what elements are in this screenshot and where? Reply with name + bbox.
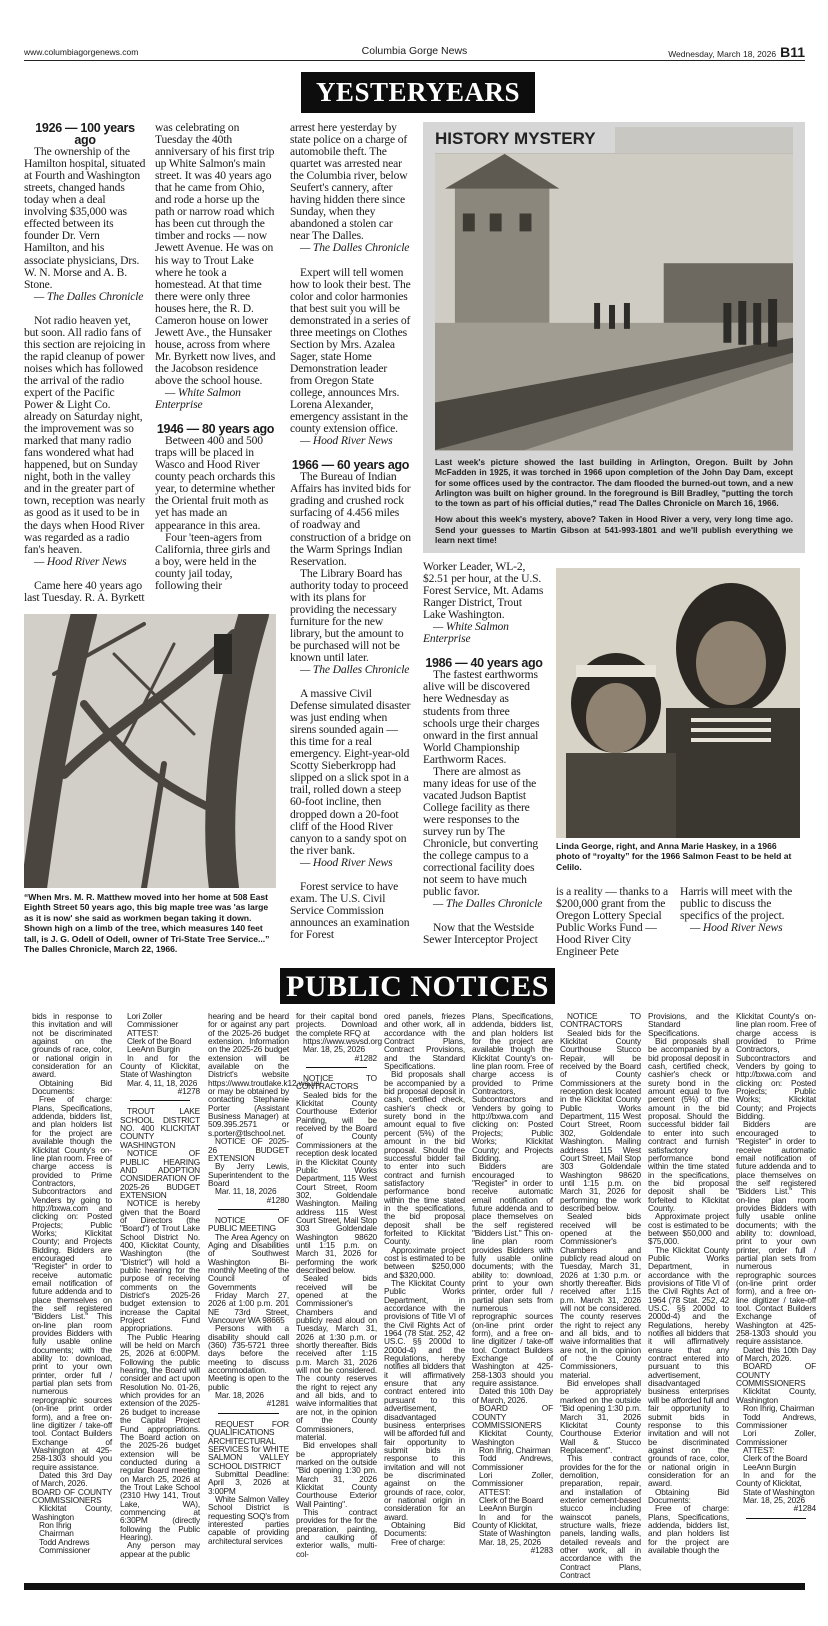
paragraph: Four 'teen-agers from California, three girls and a boy, were held in the county jail today, following their [155,530,271,592]
notice-column-5 [384,1012,465,1546]
notice-paragraph-continued: ored panels, friezes and other work, all in accordance with the Contract Plans, Contract Provisions, and the Standard Specifications. [384,1011,465,1072]
notice-paragraph: REQUEST FOR QUALIFICATIONS ARCHITECTURAL SERVICES for WHITE SALMON VALLEY SCHOOL DISTRICT [208,1418,289,1471]
maple-tree-caption: “When Mrs. M. R. Matthew moved into her home at 508 East Eighth Street 50 years ago, this big maple tree was 'as large as it is now' she said as workmen began taking it down. Shown high on a limb of the tree, which measures 140 feet tall, is J. G. Odell of Odell, owner of Tri-State Tree Service...” The Dalles Chronicle, March 22, 1966. [24,892,270,955]
notice-column-1 [32,1012,112,1554]
paragraph-continued: was celebrating on Tuesday the 40th anniversary of his first trip up White Salmon's main street. It was 40 years ago that he came from Ohio, and rode a horse up the path or narrow road which has been cut through the timber and rocks — now Jewett Avenue. He was on his way to Trout Lake where he took a homestead. At that time there were only three houses here, the R. D. Cameron house on lower Jewett Ave., the Hunsaker house, across from where Mr. Byrkett now lives, and the Jacobson residence above the school house. [155,121,276,387]
notice-paragraph: Todd Andrews, Commissioner [472,1453,553,1472]
notice-notice-line: State of Washington [743,1486,815,1497]
notice-divider [218,1413,279,1414]
source-credit: — White Salmon Enterprise [423,620,509,646]
website-url: www.columbiagorgenews.com [24,47,139,57]
notice-notice-line: ATTEST: [743,1444,775,1455]
notice-paragraph: NOTICE TO CONTRACTORS [296,1073,377,1092]
page-header [24,44,805,61]
notice-notice-line: LeeAnn Burgin [743,1461,796,1472]
notice-paragraph: NOTICE is hereby given that the Board of Directors (the "Board") of Trout Lake School District No. 400, Klickitat County, Washington (the "District") will hold a public hearing for the purpose of receiving comments on the District's 2025-26 budget extension to increase the Capital Project Fund appropriations. [120,1198,200,1334]
notice-paragraph: Free of charge: Plans, Specifications, addenda, bidders list, and plan holders list for the project are available though the [648,1503,729,1555]
notice-paragraph: Sealed bids for the Klickitat County Courthouse Exterior Painting, will be received by the Board of County Commissioners at the reception desk located in the Klickitat County Public Works Department, 115 West Court Street, Room 302, Goldendale Washington. Mailing address 115 West Court Street, Mail Stop 303 Goldendale Washington 98620 until 1:15 p.m. on March 31, 2026 for performing the work described below. [296,1089,377,1275]
notice-paragraph: Sealed bids for the Klickitat County Courthouse Stucco Repair, will be received by the Board of County Commissioners at the reception desk located in the Klickitat County Public Works Department, 115 West Court Street, Room 302, Goldendale Washington. Mailing address 115 West Court Street, Mail Stop 303 Goldendale Washington 98620 until 1:15 p.m. on March 31, 2026 for performing the work described below. [560,1027,641,1213]
notice-paragraph: BOARD OF COUNTY COMMISSIONERS [472,1403,553,1430]
notice-paragraph: Todd Andrews, Commissioner [736,1411,816,1430]
section-year-heading: 1946 — 80 years ago [156,422,275,437]
notice-paragraph: Any person may appear at the public [120,1540,200,1559]
paragraph-continued: arrest here yesterday by state police on a charge of automobile theft. The quartet was arrested near the Columbia river, below Seufert's cannery, after having hidden there since Sunday, when they abandoned a stolen car near The Dalles. [290,121,408,243]
arlington-photo-illustration [435,153,793,451]
arlington-photo-top [615,127,793,153]
yesteryears-column-6 [680,886,800,946]
notice-paragraph: Obtaining Bid Documents: [384,1519,465,1539]
notice-paragraph: Bid envelopes shall be appropriately marked on the outside "Bid opening 1:30 pm. March 31, 2026 Klickitat County Courthouse Exterior Wall Painting". [296,1440,377,1509]
notice-notice-reference-number: #1281 [266,1398,289,1409]
yesteryears-column-3 [290,122,411,941]
yesteryears-column-5 [556,886,668,958]
notice-notice-line: Commissioner [39,1545,91,1555]
notice-notice-line: Clerk of the Board [743,1453,808,1464]
paragraph: A massive Civil Defense simulated disaster was just ending when sirens sounded again — this time for a real emergency. Eight-year-old Scotty Sieberkropp had slipped on a slick spot in a trail, rolled down a steep 60-foot incline, then dropped down a 20-foot cliff of the Hood River canyon to a sandy spot on the river bank. [290,687,411,857]
notice-paragraph: Friday March 27, 2026 at 1:00 p.m. 201 NE 73rd Street, Vancouver WA 98665 [208,1290,289,1326]
newspaper-name: Columbia Gorge News [361,45,468,57]
notice-column-4 [296,1011,382,1559]
source-credit: — The Dalles Chronicle [300,241,410,255]
notice-paragraph: TROUT LAKE SCHOOL DISTRICT NO. 400 KLICKITAT COUNTY WASHINGTON [120,1106,200,1150]
yesteryears-column-4 [423,561,545,946]
notice-paragraph: Bid proposals shall be accompanied by a bid proposal deposit in cash, certified check, cashier's check or surety bond in the amount equal to five percent (5%) of the amount in the bid proposal. Should the successful bidder fail to enter into such contract and furnish satisfactory performance bond within the time stated in the specifications, the bid proposal deposit shall be forfeited to Klickitat County. [648,1036,729,1213]
source-credit: — Hood River News [300,855,393,869]
paragraph: Forest service to have exam. The U.S. Civil Service Commission announces an examination for Forest [290,879,410,941]
notice-notice-line: Todd Andrews [39,1536,90,1547]
paragraph-continued: is a reality — thanks to a $200,000 grant from the Oregon Lottery Special Public Works Fund — Hood River City Engineer Pete [556,885,669,959]
source-credit: — The Dalles Chronicle [433,897,543,911]
paragraph: Came here 40 years ago last Tuesday. R. A. Byrkett [24,578,145,604]
notice-paragraph: Obtaining Bid Documents: [32,1077,112,1097]
public-notices-banner: PUBLIC NOTICES [280,968,555,1004]
notice-divider [746,1518,806,1519]
notice-paragraph: In and for the County of Klickitat, State of Washington [120,1052,200,1080]
notice-column-6 [472,1012,553,1554]
notice-paragraph: Dated this 10th Day of March, 2026. [472,1386,553,1405]
maple-tree-photo [24,614,276,888]
notice-paragraph: Submittal Deadline: April 3, 2026 at 3:00PM [208,1468,289,1496]
notice-paragraph: NOTICE OF PUBLIC HEARING AND ADOPTION CONSIDERATION OF 2025-26 BUDGET EXTENSION [120,1148,200,1200]
notice-notice-line: Ron Ihrig, Chairman [743,1403,815,1414]
notice-paragraph: Klickitat County, Washington [472,1428,553,1447]
notice-paragraph: Approximate project cost is estimated to be between $50,000 and $75,000. [648,1211,729,1247]
notice-notice-line: LeeAnn Burgin [127,1044,180,1055]
paragraph-continued: Harris will meet with the public to discuss the specifics of the project. [680,885,793,923]
royalty-photo-illustration [556,568,800,838]
notice-paragraph: Free of charge: [391,1536,446,1547]
page-number: B11 [780,44,805,60]
paragraph: Now that the Westside Sewer Interceptor Project [423,921,538,947]
notice-paragraph: Obtaining Bid Documents: [648,1486,729,1505]
notice-notice-reference-number: #1282 [354,1052,377,1063]
notice-paragraph: Dated this 10th Day of March, 2026. [736,1344,816,1364]
yesteryears-column-2 [155,122,276,592]
notice-paragraph: Bid envelopes shall be appropriately marked on the outside "Bid opening 1:30 p.m. March 31, 2026 Klickitat County Courthouse Exterior Wall & Stucco Replacement". [560,1378,641,1455]
notice-paragraph: Dated this 3rd Day of March, 2026. [32,1469,112,1489]
notice-notice-line: Clerk of the Board [127,1036,192,1047]
royalty-caption: Linda George, right, and Anna Marie Haskey, in a 1966 photo of “royalty” for the 1966 Salmon Feast to be held at Celilo. [556,841,792,872]
notice-notice-reference-number: #1283 [530,1545,553,1555]
notice-paragraph-continued: Provisions, and the Standard Specifications. [648,1011,729,1038]
maple-tree-illustration [24,614,276,888]
notice-paragraph-continued: hearing and be heard for or against any part of the 2025-26 budget extension. Information on the 2025-26 budget extension will be available on the District's website https://www.troutlake.k12.wa.us/ or may be obtained by contacting Stephanie Porter (Assistant Business Manager) at 509.395.2571 or s.porter@tlschool.net. [208,1011,322,1138]
notice-paragraph: Klickitat County, Washington [32,1503,112,1522]
paragraph: The fastest earthworms alive will be discovered here Wednesday as students from three schools urge their charges onward in the first annual World Championship Earthworm Races. [423,668,540,766]
notice-paragraph: Lori Zoller, Commissioner [736,1428,816,1447]
notice-paragraph-continued: for their capital bond projects. Download the complete RFQ at [296,1011,377,1038]
notice-notice-line: Mar. 18, 2026 [215,1390,264,1401]
notice-paragraph: Bidders are encouraged to "Register" in order to receive automatic email notification of future addenda and to place themselves on the self registered "Bidders List." This on-line plan room provides Bidders with fully usable online documents; with the ability to: download, print to your own printer, order full / partial plan sets from numerous reprographic sources (on-line print order form), and a free on-line digitizer / take-off tool. Contact Builders Exchange of Washington at 425-258-1303 should you require assistance. [736,1119,816,1347]
source-credit: — Hood River News [300,434,393,448]
notice-paragraph-continued: Plans, Specifications, addenda, bidders list, and plan holders list for the project are available though the Klickitat County's on-line plan room. Free of charge access is provided to Prime Contractors, Subcontractors and Venders by going to http://bxwa.com and clicking on: Posted Projects; Public Works; Klickitat County; and Projects Bidding. [472,1011,553,1163]
notice-notice-line: Ron Ihrig, Chairman [479,1444,551,1455]
source-credit: — White Salmon Enterprise [155,386,241,412]
notice-notice-line: Mar. 4, 11, 18, 2026 [127,1077,198,1088]
notice-paragraph: In and for the County of Klickitat, [472,1511,553,1530]
notice-paragraph: BOARD OF COUNTY COMMISSIONERS [736,1361,816,1389]
notice-paragraph: Lori Zoller, Commissioner [472,1469,553,1489]
notice-column-7 [560,1012,641,1579]
notice-notice-reference-number: #1280 [266,1194,289,1205]
notice-notice-line: Mar. 18, 25, 2026 [479,1536,542,1547]
notice-paragraph: This contract provides for the for the preparation, painting, and caulking of exterior walls, multi-col- [296,1506,377,1559]
notice-paragraph: The Public Hearing will be held on March 25, 2026 at 6:00PM. Following the public hearing, the Board will consider and act upon Resolution No. 01-26, which provides for an extension of the 2025-26 budget to increase the Capital Project Fund appropriations. The Board action on the 2025-26 budget extension will be conducted during a regular Board meeting on March 25, 2026 at the Trout Lake School (2310 Hwy 141, Trout Lake, WA), commencing at 6:30PM (directly following the Public Hearing). [120,1331,200,1542]
section-year-heading: 1926 — 100 years ago [35,121,135,148]
notice-notice-line: State of Washington [479,1528,551,1539]
notice-paragraph: Sealed bids received will be opened at the Commissioner's Chambers and publicly read aloud on Tuesday, March 31, 2026 at 1:30 p.m. or shortly thereafter. Bids received after 1:15 p.m. March 31, 2026 will not be considered. The county reserves the right to reject any and all bids, and to waive informalities that are not, in the opinion of the County Commissioners, material. [296,1273,377,1442]
paragraph: There are almost as many ideas for use of the vacated Judson Baptist College facility as there were responses to the survey run by The Chronicle, but converting the college campus to a correctional facility does not seem to have much public favor. [423,764,539,899]
salmon-feast-royalty-photo [556,568,800,838]
date-text: Wednesday, March 18, 2026 [668,49,777,59]
notice-notice-line: Ron Ihrig [39,1519,72,1530]
notice-paragraph: NOTICE OF 2025-26 BUDGET EXTENSION [208,1136,289,1163]
paragraph: Between 400 and 500 traps will be placed in Wasco and Hood River county peach orchards this year, to determine whether the Oriental fruit moth as yet has made an appearance in this area. [155,434,276,532]
notice-notice-reference-number: #1278 [177,1086,200,1097]
notice-column-8 [648,1012,729,1554]
notice-paragraph: White Salmon Valley School District is requesting SOQ's from interested parties capable of providing architectural services [208,1493,289,1546]
notice-paragraph: NOTICE TO CONTRACTORS [560,1011,641,1030]
source-credit: — The Dalles Chronicle [34,289,144,303]
section-year-heading: 1966 — 60 years ago [291,458,410,473]
history-mystery-prompt: How about this week's mystery, above? Taken in Hood River a very, very long time ago. Send your guesses to Martin Gibson at 541-993-1801 and we'll publish everything we learn next time! [435,514,793,546]
notice-paragraph: Sealed bids received will be opened at the Commissioner's Chambers and publicly read aloud on Tuesday, March 31, 2026 at 1:30 p.m. or shortly thereafter. Bids received after 1:15 p.m. March 31, 2026 will not be considered. The county reserves the right to reject any and all bids, and to waive informalities that are not, in the opinion of the County Commissioners, material. [560,1211,641,1380]
notice-paragraph: The Area Agency on Aging and Disabilities of Southwest Washington Bi-monthly Meeting of the Council of Governments [208,1231,289,1292]
notice-notice-line: Mar. 11, 18, 2026 [215,1186,277,1197]
notice-notice-line: ATTEST: [479,1486,511,1497]
paragraph: Expert will tell women how to look their best. The color and color harmonies that best suit you will be demonstrated in a series of three meetings on Clothes Section by Mrs. Azalea Sager, state Home Demonstration leader from Oregon State college, announces Mrs. Lorena Alexander, emergency assistant in the county extension office. [290,265,411,436]
paragraph-continued: Worker Leader, WL-2, $2.51 per hour, at the U.S. Forest Service, Mt. Adams Ranger District, Trout Lake Washington. [423,560,544,622]
arlington-photo [435,153,793,451]
notice-notice-line: Mar. 18, 25, 2026 [743,1494,806,1505]
notice-column-3 [208,1011,322,1546]
notice-paragraph: https://www.wsvsd.org [303,1036,382,1047]
notice-paragraph: This contract provides for the for the demolition, preparation, repair, and installation of exterior cement-based stucco including wainscot panels, structure walls, frieze panels, landing walls, detailed reveals and other work, all in accordance with the Contract Plans, Contract [560,1453,641,1581]
notice-notice-line: ATTEST: [127,1027,159,1038]
source-credit: — Hood River News [690,921,783,935]
notice-notice-line: LeeAnn Burgin [479,1503,532,1514]
notice-notice-line: Lori Zoller [127,1011,163,1021]
notice-column-2 [120,1012,200,1558]
notice-notice-line: Chairman [39,1528,74,1539]
paragraph: Not radio heaven yet, but soon. All radio fans of this section are rejoicing in the rapid cleanup of power noises which has followed the arrival of the radio expert of the Pacific Power & Light Co. already on Saturday night, the improvement was so marked that many radio fans wondered what had happened, but on Sunday night, both in the valley and in the greater part of town, reception was nearly as good as it used to be in the days when Hood River was regarded as a radio fan's heaven. [24,313,146,556]
yesteryears-column-1 [24,122,146,604]
notice-paragraph: By Jerry Lewis, Superintendent to the Board [208,1161,289,1188]
yesteryears-banner: YESTERYEARS [301,72,535,113]
notice-divider [130,1100,190,1101]
notice-paragraph-continued: Klickitat County's on-line plan room. Free of charge access is provided to Prime Contractors, Subcontractors and Venders by going to http://bxwa.com and clicking on: Posted Projects; Public Works; Klickitat County; and Projects Bidding. [736,1011,816,1122]
source-credit: — Hood River News [34,554,127,568]
notice-divider [306,1067,367,1068]
notice-paragraph: Bid proposals shall be accompanied by a bid proposal deposit in cash, certified check, cashier's check or surety bond in the amount equal to five percent (5%) of the amount in the bid proposal. Should the successful bidder fail to enter into such contract and furnish satisfactory performance bond within the time stated in the specifications, the bid proposal deposit shall be forfeited to Klickitat County. [384,1069,465,1247]
history-mystery-caption: Last week's picture showed the last building in Arlington, Oregon. Built by John McFadden in 1925, it was torched in 1966 upon completion of the John Day Dam, except for some offices used by the contractor. The dam flooded the burned-out town, and a new Arlington was built on higher ground. In the foreground is Bill Bradley, "putting the torch to the town as part of his official duties," read The Dalles Chronicle on March 16, 1966. [435,457,793,509]
paragraph: The ownership of the Hamilton hospital, situated at Fourth and Washington streets, changed hands today when a deal involving $35,000 was effected between its founder Dr. Vern Hamilton, and his associate physicians, Drs. W. N. Morse and A. B. Stone. [24,145,146,291]
notice-notice-reference-number: #1284 [793,1503,816,1514]
paragraph: The Library Board has authority today to proceed with its plans for providing the necessary furniture for the new library, but the amount to be purchased will not be known until later. [290,566,409,664]
notice-divider [218,1209,279,1210]
history-mystery-header [435,127,793,153]
issue-date [668,44,805,60]
notice-paragraph: The Klickitat County Public Works Department, in accordance with the provisions of Title VI of the Civil Rights Act of 1964 (78 Stat. 252, 42 US.C. §§ 2000d to 2000d-4) and the Regulations, hereby notifies all bidders that it will affirmatively ensure that any contract entered into pursuant to this advertisement, disadvantaged business enterprises will be afforded full and fair opportunity to submit bids in response to this invitation and will not be discriminated against on the grounds of race, color, or national origin in consideration for an award. [648,1244,729,1489]
notice-paragraph: Bidders are encouraged to "Register" in order to receive automatic email notification of future addenda and to place themselves on the self registered "Bidders List." This on-line plan room provides Bidders with fully usable online documents; with the ability to: download, print to your own printer, order full / partial plan sets from numerous reprographic sources (on-line print order form), and a free on-line digitizer / take-off tool. Contact Builders Exchange of Washington at 425-258-1303 should you require assistance. [472,1161,553,1389]
history-mystery-title: HISTORY MYSTERY [435,129,596,148]
notice-paragraph: In and for the County of Klickitat, [736,1469,816,1489]
notice-notice-line: Clerk of the Board [479,1494,544,1505]
notice-paragraph: Klickitat County, Washington [736,1386,816,1405]
section-year-heading: 1986 — 40 years ago [425,656,543,671]
paragraph: The Bureau of Indian Affairs has invited bids for grading and crushed rock surfacing of 4.456 miles of roadway and construction of a bridge on the Warm Springs Indian Reservation. [290,470,411,568]
history-mystery-box [423,122,805,553]
bottom-rule [24,1583,805,1590]
notice-column-9 [736,1012,816,1525]
notice-notice-line: Mar. 18, 25, 2026 [303,1044,366,1055]
notice-paragraph: Free of charge: Plans, Specifications, addenda, bidders list, and plan holders list for the project are available though the Klickitat County's on-line plan room. Free of charge access is provided to Prime Contractors, Subcontractors and Venders by going to http://bxwa.com and clicking on: Posted Projects; Public Works; Klickitat County; and Projects Bidding. Bidders are encouraged to "Register" in order to receive automatic email notification of future addenda and to place themselves on the self registered "Bidders List." This on-line plan room provides Bidders with fully usable online documents; with the ability to: download, print to your own printer, order full / partial plan sets from numerous reprographic sources (on-line print order form), and a free on-line digitizer / take-off tool. Contact Builders Exchange of Washington at 425-258-1303 should you require assistance. [32,1094,112,1472]
notice-paragraph: Approximate project cost is estimated to be between $250,000 and $320,000. [384,1244,465,1280]
public-notices-body [24,1011,816,1581]
notice-paragraph: Persons with a disability should call (360) 735-5721 three days before the meeting to discuss accommodation. Meeting is open to the public [208,1323,289,1392]
notice-paragraph-continued: bids in response to this invitation and will not be discriminated against on the grounds of race, color, or national origin in consideration for an award. [32,1011,112,1080]
notice-notice-line: Commissioner [127,1019,179,1030]
notice-paragraph: NOTICE OF PUBLIC MEETING [208,1214,289,1234]
notice-paragraph: The Klickitat County Public Works Department, in accordance with the provisions of Title VI of the Civil Rights Act of 1964 (78 Stat. 252, 42 US.C. §§ 2000d to 2000d-4) and the Regulations, hereby notifies all bidders that it will affirmatively ensure that any contract entered into pursuant to this advertisement, disadvantaged business enterprises will be afforded full and fair opportunity to submit bids in response to this invitation and will not be discriminated against on the grounds of race, color, or national origin in consideration for an award. [384,1278,465,1522]
notice-paragraph-continued: BOARD OF COUNTY COMMISSIONERS [32,1486,112,1505]
source-credit: — The Dalles Chronicle [300,663,410,677]
